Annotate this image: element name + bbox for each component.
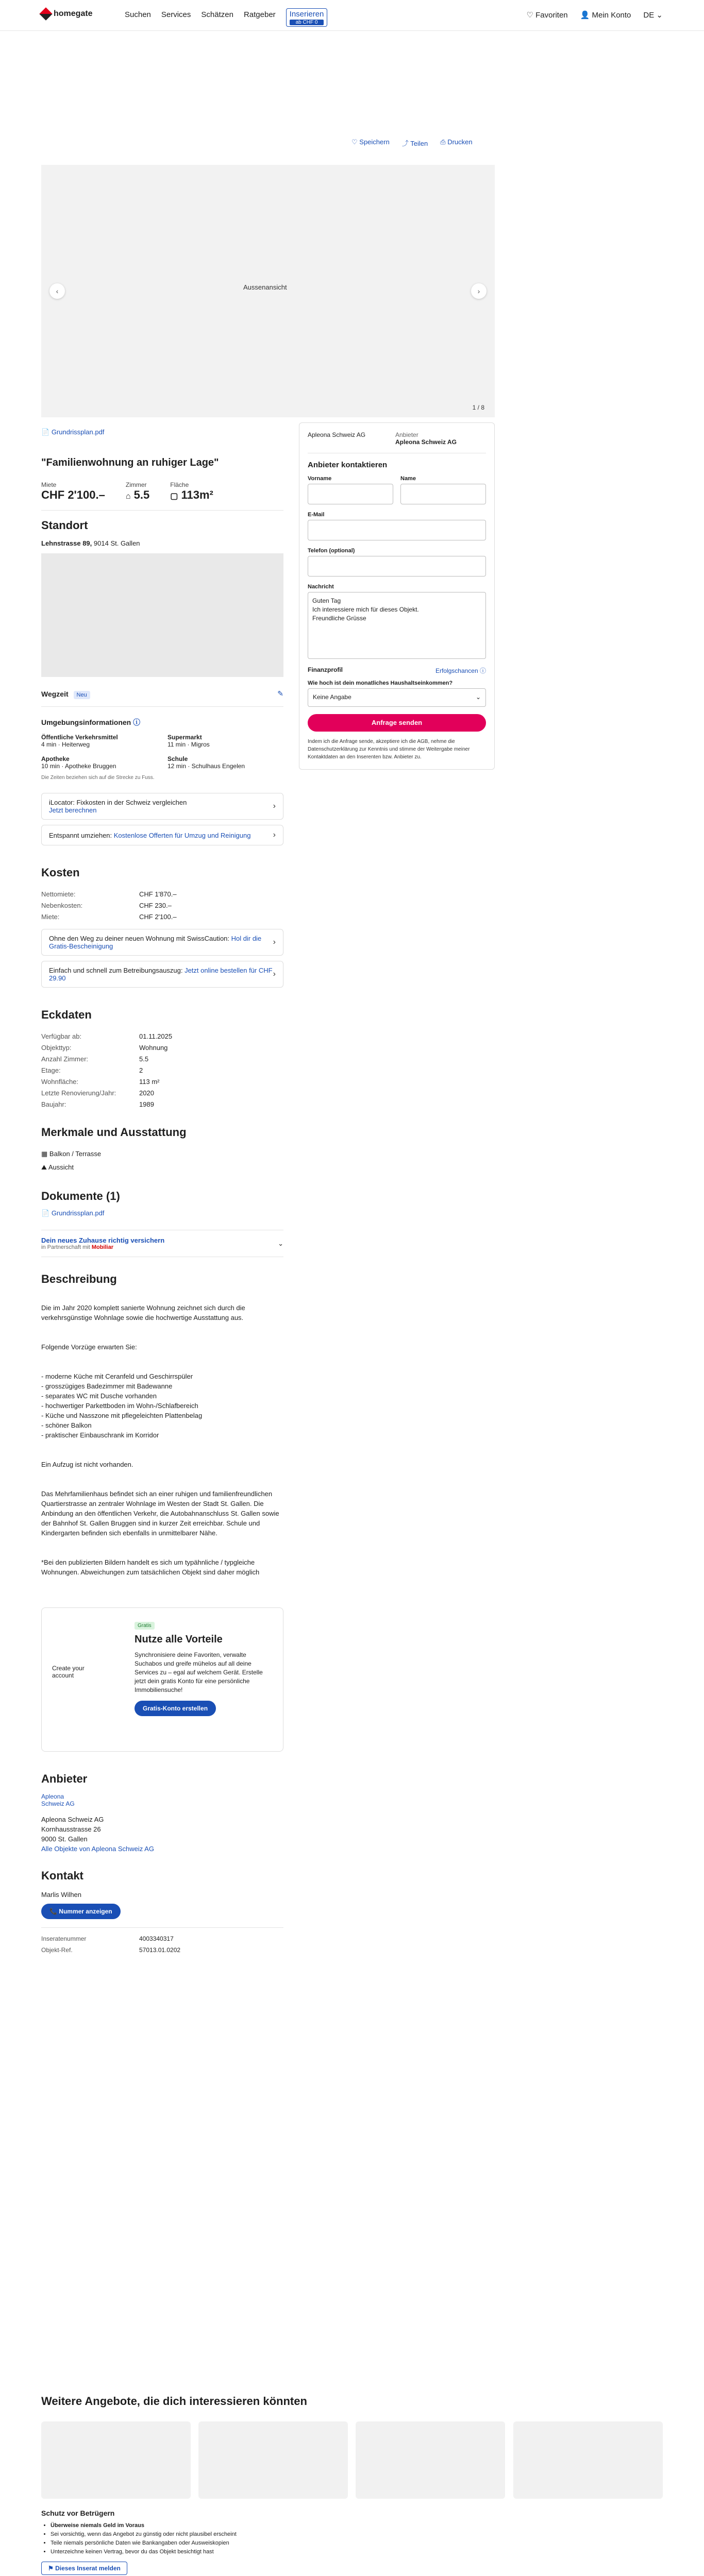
- chevron-right-icon: ›: [273, 970, 276, 978]
- provider-logo: Apleona Schweiz AG: [41, 1793, 75, 1807]
- site-header: [0, 0, 704, 31]
- provider-logo-small: Apleona Schweiz AG: [308, 431, 366, 438]
- homegate-logo[interactable]: [41, 9, 93, 19]
- contact-name: Marlis Wilhen: [41, 1891, 82, 1899]
- key-facts: [41, 481, 283, 502]
- nav-services[interactable]: Services: [161, 10, 191, 19]
- fact-rooms: Zimmer ⌂ 5.5: [125, 481, 150, 501]
- fraud-protection: Schutz vor Betrügern • Überweise niemals Geld im Voraus • Sei vorsichtig, wenn das Angebot zu günstig oder nicht plausibel erscheint • Teile niemals persönliche Daten wie Bankangaben oder Ausweiskopien • Unterzeichne keinen Vertrag, bevor du das Objekt besichtigt hast ⚑ Dieses Inserat melden: [41, 2509, 350, 2575]
- features-heading: Merkmale und Ausstattung: [41, 1126, 187, 1139]
- poi-pharmacy: Apotheke 10 min · Apotheke Bruggen: [41, 755, 116, 770]
- provider-all-listings-link[interactable]: Alle Objekte von Apleona Schweiz AG: [41, 1845, 154, 1853]
- balcony-icon: ▦: [41, 1150, 48, 1158]
- favorites-link[interactable]: ♡ Favoriten: [526, 11, 568, 20]
- gallery-counter: 1 / 8: [472, 404, 484, 411]
- debt-register-card[interactable]: Einfach und schnell zum Betreibungsauszug: Jetzt online bestellen für CHF 29.90 ›: [41, 961, 283, 988]
- chevron-right-icon: ›: [273, 938, 276, 946]
- header-actions: [527, 10, 663, 20]
- document-link[interactable]: 📄 Grundrissplan.pdf: [41, 1209, 105, 1217]
- chevron-right-icon: ›: [273, 831, 276, 839]
- logo-icon: [39, 7, 52, 20]
- offer-card-skeleton[interactable]: [198, 2421, 348, 2499]
- insert-price-badge: ab CHF 0: [290, 20, 324, 25]
- more-offers-heading: Weitere Angebote, die dich interessieren könnten: [41, 2395, 307, 2408]
- description-heading: Beschreibung: [41, 1273, 117, 1285]
- listing-actions: [351, 138, 473, 148]
- email-input[interactable]: [308, 520, 486, 540]
- mobiliar-logo: Mobiliar: [91, 1244, 113, 1250]
- finance-profile-title: Finanzprofil: [308, 666, 343, 673]
- insurance-partner-row[interactable]: Dein neues Zuhause richtig versichern in Partnerschaft mit Mobiliar ⌄: [41, 1236, 283, 1250]
- poi-supermarket: Supermarkt 11 min · Migros: [167, 734, 210, 748]
- language-select[interactable]: DE ⌄: [643, 11, 663, 20]
- main-column: [41, 428, 283, 1956]
- edit-icon: ✎: [277, 689, 283, 698]
- location-heading: Standort: [41, 519, 88, 532]
- chevron-right-icon: ›: [273, 802, 276, 810]
- surroundings-grid: [41, 734, 283, 770]
- signup-image: Create your account: [52, 1665, 85, 1679]
- offer-card-skeleton[interactable]: [41, 2421, 191, 2499]
- rooms-icon: ⌂: [125, 492, 131, 501]
- send-request-button[interactable]: Anfrage senden: [308, 714, 486, 732]
- new-badge: Neu: [74, 691, 90, 699]
- area-icon: ▢: [170, 492, 178, 501]
- description-text: Die im Jahr 2020 komplett sanierte Wohnung zeichnet sich durch die verkehrsgünstige Wohnlage sowie die hochwertige Ausstattung aus. Folgende Vorzüge erwarten Sie: - moderne Küche mit Ceranfeld und Geschirrspüler - grosszügiges Badezimmer mit Badewanne - separates WC mit Dusche vorhanden - hochwertiger Parkettboden im Wohn-/Schlafbereich - Küche und Nasszone mit pflegeleichten Plattenbelag - schöner Balkon - praktischer Einbauschrank im Korridor Ein Aufzug ist nicht vorhanden. Das Mehrfamilienhaus befindet sich an einer ruhigen und familienfreundlichen Quartierstrasse an zentraler Wohnlage im Westen der Stadt St. Gallen. Die Anbindung an den öffentlichen Verkehr, die Autobahnanschluss St. Gallen sowie der Bahnhof St. Gallen Bruggen sind in kurzer Zeit erreichbar. Schule und Kindergarten befinden sich ebenfalls in unmittelbarer Nähe. *Bei den publizierten Bildern handelt es sich um typähnliche / typgleiche Wohnungen. Abweichungen zum tatsächlichen Objekt sind daher möglich: [41, 1304, 279, 1576]
- success-chances-link[interactable]: Erfolgschancen ⓘ: [435, 667, 486, 674]
- provider-address: Apleona Schweiz AG Kornhausstrasse 26 9000 St. Gallen Alle Objekte von Apleona Schweiz AG: [41, 1816, 154, 1853]
- ilocator-card[interactable]: iLocator: Fixkosten in der Schweiz vergleichen Jetzt berechnen ›: [41, 793, 283, 820]
- offer-card-skeleton[interactable]: [513, 2421, 663, 2499]
- commute-row[interactable]: Wegzeit Neu ✎: [41, 689, 283, 698]
- contact-form-title: Anbieter kontaktieren: [308, 461, 388, 469]
- details-table: Verfügbar ab: 01.11.2025 Objekttyp: Wohnung Anzahl Zimmer: 5.5 Etage: 2 Wohnfläche: 113 m² Letzte Renovierung/Jahr: 2020 Baujahr: 1989: [41, 1032, 173, 1108]
- feature-balcony: ▦ Balkon / Terrasse: [41, 1150, 102, 1158]
- logo-text: homegate: [54, 9, 93, 18]
- phone-input[interactable]: [308, 556, 486, 577]
- provider-heading: Anbieter: [41, 1772, 88, 1785]
- image-gallery[interactable]: [41, 165, 495, 417]
- costs-table: Nettomiete: CHF 1'870.– Nebenkosten: CHF 230.– Miete: CHF 2'100.–: [41, 890, 177, 921]
- reference-table: Inseratenummer 4003340317 Objekt-Ref. 57013.01.0202: [41, 1935, 181, 1954]
- nav-search[interactable]: Suchen: [125, 10, 151, 19]
- contact-form-panel: Apleona Schweiz AG Anbieter Apleona Schweiz AG Anbieter kontaktieren Vorname Name E-Mail Telefon (optional) Nachricht Guten Tag Ich interessiere mich für dieses Objekt. Freundliche Grüsse Finanzprofil Erfolgschancen ⓘ Wie hoch ist dein monatliches Haushaltseinkommen? Keine Angabe ⌄ Anfrage senden Indem ich die Anfrage sende, akzeptiere ich die AGB, nehme die Datenschutzerklärung zur Kenntnis und stimme der Weitergabe meiner Kontaktdaten an den Inserenten bzw. Anbieter zu.: [299, 422, 495, 770]
- signup-promo: [41, 1607, 283, 1752]
- surroundings-note: Die Zeiten beziehen sich auf die Strecke zu Fuss.: [41, 775, 155, 781]
- signup-title: Nutze alle Vorteile: [135, 1634, 223, 1645]
- insert-button[interactable]: Inserieren ab CHF 0: [286, 8, 328, 27]
- offer-card-skeleton[interactable]: [356, 2421, 505, 2499]
- share-button[interactable]: ⤴ Teilen: [401, 140, 428, 147]
- show-number-button[interactable]: 📞 Nummer anzeigen: [41, 1904, 121, 1919]
- first-name-input[interactable]: [308, 484, 393, 504]
- info-icon: ⓘ: [133, 718, 141, 726]
- gallery-next-arrow-icon[interactable]: ›: [471, 283, 487, 299]
- gallery-image-placeholder: Aussenansicht: [243, 283, 287, 291]
- legal-notice: Indem ich die Anfrage sende, akzeptiere ich die AGB, nehme die Datenschutzerklärung zur Kenntnis und stimme der Weitergabe meiner Kontaktdaten an den Inserenten bzw. Anbieter zu.: [308, 739, 470, 760]
- address: Lehnstrasse 89, 9014 St. Gallen: [41, 539, 140, 547]
- signup-text: Synchronisiere deine Favoriten, verwalte Suchabos und greife mühelos auf all deine Services zu – egal auf welchem Gerät. Erstelle jetzt dein gratis Konto für eine persönliche Immobiliensuche!: [135, 1651, 263, 1693]
- save-button[interactable]: ♡ Speichern: [351, 138, 390, 146]
- account-link[interactable]: 👤 Mein Konto: [580, 11, 631, 20]
- chevron-down-icon: ⌄: [278, 1239, 283, 1247]
- location-map[interactable]: [41, 553, 283, 677]
- documents-heading: Dokumente (1): [41, 1190, 120, 1202]
- create-account-button[interactable]: Gratis-Konto erstellen: [135, 1701, 216, 1716]
- nav-guide[interactable]: Ratgeber: [243, 10, 276, 19]
- fact-area: Fläche ▢ 113m²: [170, 481, 213, 501]
- contact-heading: Kontakt: [41, 1869, 83, 1882]
- poi-transport: Öffentliche Verkehrsmittel 4 min · Heiterweg: [41, 734, 118, 748]
- income-select[interactable]: Keine Angabe ⌄: [308, 688, 486, 707]
- surroundings-heading: Umgebungsinformationen ⓘ: [41, 718, 141, 726]
- provider-summary: Apleona Schweiz AG Anbieter Apleona Schweiz AG: [308, 431, 457, 446]
- free-badge: Gratis: [135, 1622, 155, 1630]
- report-listing-button[interactable]: ⚑ Dieses Inserat melden: [41, 2562, 127, 2575]
- feature-view: ⛰ Aussicht: [41, 1163, 74, 1171]
- listing-title: "Familienwohnung an ruhiger Lage": [41, 457, 219, 468]
- moving-card[interactable]: Entspannt umziehen: Kostenlose Offerten für Umzug und Reinigung ›: [41, 825, 283, 845]
- view-icon: ⛰: [41, 1163, 47, 1171]
- poi-school: Schule 12 min · Schulhaus Engelen: [167, 755, 245, 770]
- features-list: [41, 1147, 283, 1174]
- details-heading: Eckdaten: [41, 1008, 92, 1021]
- message-textarea[interactable]: Guten Tag Ich interessiere mich für dieses Objekt. Freundliche Grüsse: [308, 592, 486, 659]
- gallery-prev-arrow-icon[interactable]: ‹: [49, 283, 65, 299]
- costs-heading: Kosten: [41, 866, 80, 879]
- main-nav: [125, 10, 327, 29]
- print-button[interactable]: ⎙ Drucken: [440, 138, 473, 146]
- floorplan-link[interactable]: 📄 Grundrissplan.pdf: [41, 428, 105, 436]
- swisscaution-card[interactable]: Ohne den Weg zu deiner neuen Wohnung mit SwissCaution: Hol dir die Gratis-Bescheinigung ›: [41, 929, 283, 956]
- last-name-input[interactable]: [400, 484, 486, 504]
- fact-rent: Miete CHF 2'100.–: [41, 481, 105, 501]
- nav-estimate[interactable]: Schätzen: [201, 10, 233, 19]
